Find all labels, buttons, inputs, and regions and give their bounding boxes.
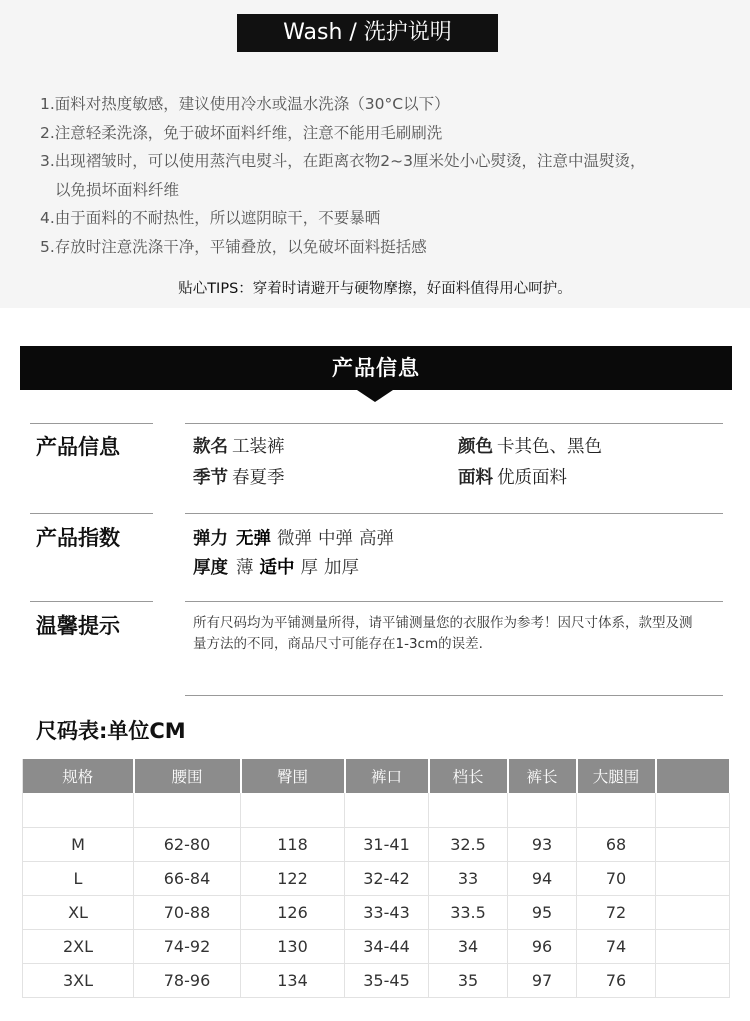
wash-item: 5.存放时注意洗涤干净，平铺叠放，以免破坏面料挺括感 <box>40 237 427 256</box>
divider <box>185 423 723 424</box>
table-cell: 95 <box>508 895 577 929</box>
divider <box>185 695 723 696</box>
table-cell: 32.5 <box>429 827 508 861</box>
header-cell: 档长 <box>429 759 508 793</box>
table-cell: 126 <box>241 895 345 929</box>
divider <box>30 513 153 514</box>
table-cell: L <box>23 861 134 895</box>
table-cell <box>134 793 241 827</box>
thickness-scale <box>193 554 365 579</box>
table-cell: 2XL <box>23 929 134 963</box>
thickness-option: 加厚 <box>324 558 359 578</box>
fabric-value: 优质面料 <box>497 468 567 488</box>
wash-item: 3.出现褶皱时，可以使用蒸汽电熨斗，在距离衣物2~3厘米处小心熨烫，注意中温熨烫， <box>40 152 646 170</box>
header-cell: 腰围 <box>134 759 241 793</box>
header-cell: 规格 <box>23 759 134 793</box>
wash-title: Wash / 洗护说明 <box>237 14 498 52</box>
table-cell <box>577 793 656 827</box>
table-cell <box>656 861 730 895</box>
header-cell: 臀围 <box>241 759 345 793</box>
table-cell: 68 <box>577 827 656 861</box>
table-row <box>23 793 730 827</box>
table-row <box>23 827 730 861</box>
table-row <box>23 861 730 895</box>
header-cell: 大腿围 <box>577 759 656 793</box>
size-table-title: 尺码表:单位CM <box>36 719 186 743</box>
color-value: 卡其色、黑色 <box>497 437 602 457</box>
table-cell: 3XL <box>23 963 134 997</box>
table-row <box>23 929 730 963</box>
divider <box>30 423 153 424</box>
section-title-index: 产品指数 <box>36 526 120 550</box>
style-label: 款名 <box>193 437 228 457</box>
table-cell: 118 <box>241 827 345 861</box>
table-cell: 94 <box>508 861 577 895</box>
wash-item: 1.面料对热度敏感，建议使用冷水或温水洗涤（30°C以下） <box>40 95 450 113</box>
season-value: 春夏季 <box>232 468 285 488</box>
table-cell: 76 <box>577 963 656 997</box>
table-cell: 97 <box>508 963 577 997</box>
table-cell: 35 <box>429 963 508 997</box>
table-cell <box>508 793 577 827</box>
table-cell: 31-41 <box>345 827 429 861</box>
style-value: 工装裤 <box>232 437 285 457</box>
size-table-body <box>23 793 730 997</box>
divider <box>185 601 723 602</box>
divider <box>185 513 723 514</box>
size-table-header <box>23 759 730 793</box>
thickness-option: 厚 <box>300 558 318 578</box>
table-cell <box>656 827 730 861</box>
product-info-banner: 产品信息 <box>20 346 732 390</box>
table-cell <box>656 793 730 827</box>
table-cell <box>656 895 730 929</box>
table-cell: 122 <box>241 861 345 895</box>
table-cell: 134 <box>241 963 345 997</box>
note-text: 所有尺码均为平铺测量所得，请平铺测量您的衣服作为参考！因尺寸体系，款型及测量方法的不同，商品尺寸可能存在1-3cm的误差. <box>193 615 693 652</box>
section-title-info: 产品信息 <box>36 435 120 459</box>
header-cell <box>656 759 730 793</box>
table-cell: 74-92 <box>134 929 241 963</box>
elasticity-option: 高弹 <box>359 529 394 549</box>
table-cell: 33.5 <box>429 895 508 929</box>
wash-instructions-list <box>40 90 730 261</box>
divider <box>30 601 153 602</box>
table-cell: 70-88 <box>134 895 241 929</box>
thickness-option: 薄 <box>236 558 254 578</box>
wash-tips: 贴心TIPS：穿着时请避开与硬物摩擦，好面料值得用心呵护。 <box>178 281 572 297</box>
table-cell: M <box>23 827 134 861</box>
elasticity-option: 无弹 <box>236 529 271 549</box>
table-cell: 33 <box>429 861 508 895</box>
table-cell <box>345 793 429 827</box>
style-name <box>193 433 285 458</box>
wash-item-continuation: 以免损坏面料纤维 <box>55 180 180 199</box>
table-cell: 74 <box>577 929 656 963</box>
fabric <box>458 464 567 489</box>
elasticity-option: 微弹 <box>277 529 312 549</box>
table-cell <box>656 963 730 997</box>
color <box>458 433 602 458</box>
table-cell <box>241 793 345 827</box>
header-cell: 裤长 <box>508 759 577 793</box>
table-cell: 96 <box>508 929 577 963</box>
table-cell: 78-96 <box>134 963 241 997</box>
season-label: 季节 <box>193 468 228 488</box>
table-cell: 33-43 <box>345 895 429 929</box>
table-cell: 72 <box>577 895 656 929</box>
table-cell: 70 <box>577 861 656 895</box>
season <box>193 464 285 489</box>
table-cell <box>23 793 134 827</box>
table-cell <box>429 793 508 827</box>
section-title-note: 温馨提示 <box>36 614 120 638</box>
table-cell: 32-42 <box>345 861 429 895</box>
elasticity-label: 弹力 <box>193 529 228 549</box>
header-cell: 裤口 <box>345 759 429 793</box>
wash-item <box>40 176 730 205</box>
color-label: 颜色 <box>458 437 493 457</box>
table-cell <box>656 929 730 963</box>
table-cell: 35-45 <box>345 963 429 997</box>
thickness-option: 适中 <box>259 558 295 578</box>
table-cell: 93 <box>508 827 577 861</box>
elasticity-scale <box>193 525 400 550</box>
table-row <box>23 963 730 997</box>
table-cell: 66-84 <box>134 861 241 895</box>
table-row <box>23 895 730 929</box>
table-cell: 34 <box>429 929 508 963</box>
fabric-label: 面料 <box>458 468 493 488</box>
table-cell: 62-80 <box>134 827 241 861</box>
wash-item: 4.由于面料的不耐热性，所以遮阴晾干，不要暴晒 <box>40 209 381 227</box>
table-cell: 130 <box>241 929 345 963</box>
wash-panel <box>0 0 750 308</box>
thickness-label: 厚度 <box>193 558 228 578</box>
table-cell: 34-44 <box>345 929 429 963</box>
wash-item: 2.注意轻柔洗涤，免于破坏面料纤维，注意不能用毛刷刷洗 <box>40 123 443 142</box>
banner-arrow-icon <box>357 390 393 402</box>
elasticity-option: 中弹 <box>318 529 353 549</box>
table-cell: XL <box>23 895 134 929</box>
size-table <box>22 759 731 998</box>
